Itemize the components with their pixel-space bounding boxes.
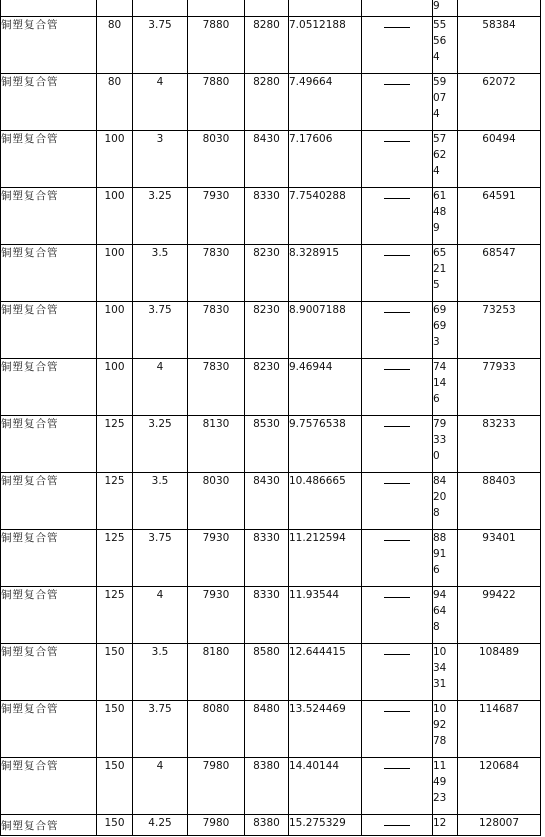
code-cell — [433, 302, 458, 359]
code-part: 10 — [433, 646, 447, 658]
thickness-cell: 4 — [133, 587, 188, 644]
code-part: 79 — [433, 418, 447, 430]
code-cell — [433, 758, 458, 815]
code-cell: 9 — [433, 0, 458, 17]
dash-line — [384, 369, 410, 370]
value-a-cell: 8130 — [188, 416, 245, 473]
code-cell — [433, 74, 458, 131]
value-b-cell: 8280 — [245, 17, 289, 74]
price-cell: 60494 — [458, 131, 541, 188]
code-part: 48 — [433, 206, 447, 218]
code-part: 21 — [433, 263, 447, 275]
code-part: 31 — [433, 678, 447, 690]
value-a-cell: 8030 — [188, 473, 245, 530]
dash-line — [384, 426, 410, 427]
thickness-cell: 3.75 — [133, 17, 188, 74]
diameter-cell: 80 — [97, 17, 133, 74]
value-b-cell: 8430 — [245, 131, 289, 188]
dash-line — [384, 27, 410, 28]
table-row — [1, 302, 541, 359]
thickness-cell: 3.75 — [133, 530, 188, 587]
weight-cell: 9.7576538 — [289, 416, 362, 473]
product-name-cell: 铜塑复合管 — [1, 644, 97, 701]
code-part: 84 — [433, 475, 447, 487]
diameter-cell: 125 — [97, 530, 133, 587]
weight-cell: 9.46944 — [289, 359, 362, 416]
table-row — [1, 74, 541, 131]
value-b-cell: 8380 — [245, 815, 289, 836]
diameter-cell: 150 — [97, 758, 133, 815]
code-part: 65 — [433, 247, 447, 259]
code-part: 33 — [433, 434, 447, 446]
code-part: 91 — [433, 548, 447, 560]
thickness-cell: 3.25 — [133, 188, 188, 245]
code-part: 4 — [433, 108, 440, 120]
dash-line — [384, 825, 410, 826]
value-b-cell: 8430 — [245, 473, 289, 530]
code-part: 6 — [433, 393, 440, 405]
code-cell — [433, 188, 458, 245]
price-cell: 99422 — [458, 587, 541, 644]
price-cell: 73253 — [458, 302, 541, 359]
code-part: 6 — [433, 564, 440, 576]
value-a-cell: 7930 — [188, 530, 245, 587]
value-a-cell: 7930 — [188, 188, 245, 245]
price-cell: 68547 — [458, 245, 541, 302]
value-b-cell: 8380 — [245, 758, 289, 815]
code-cell — [433, 131, 458, 188]
dash-line — [384, 540, 410, 541]
thickness-cell: 3.5 — [133, 473, 188, 530]
dash-cell — [362, 758, 433, 815]
code-part: 4 — [433, 165, 440, 177]
dash-cell — [362, 359, 433, 416]
value-a-cell: 7980 — [188, 815, 245, 836]
table-row — [1, 758, 541, 815]
code-cell — [433, 815, 458, 836]
table-row — [1, 359, 541, 416]
code-part: 69 — [433, 320, 447, 332]
value-b-cell: 8530 — [245, 416, 289, 473]
value-a-cell: 7930 — [188, 587, 245, 644]
product-name-cell: 铜塑复合管 — [1, 74, 97, 131]
dash-line — [384, 312, 410, 313]
diameter-cell: 100 — [97, 188, 133, 245]
weight-cell: 7.17606 — [289, 131, 362, 188]
diameter-cell: 125 — [97, 416, 133, 473]
dash-line — [384, 255, 410, 256]
diameter-cell: 80 — [97, 74, 133, 131]
thickness-cell: 4 — [133, 359, 188, 416]
code-cell — [433, 245, 458, 302]
dash-cell — [362, 473, 433, 530]
diameter-cell: 125 — [97, 473, 133, 530]
diameter-cell: 100 — [97, 302, 133, 359]
dash-cell — [362, 74, 433, 131]
weight-cell: 11.93544 — [289, 587, 362, 644]
value-a-cell: 8030 — [188, 131, 245, 188]
value-a-cell: 7830 — [188, 359, 245, 416]
code-part: 74 — [433, 361, 447, 373]
product-name-cell: 铜塑复合管 — [1, 188, 97, 245]
diameter-cell: 100 — [97, 359, 133, 416]
diameter-cell: 100 — [97, 245, 133, 302]
code-part: 12 — [433, 817, 447, 829]
product-name-cell: 铜塑复合管 — [1, 245, 97, 302]
dash-cell — [362, 188, 433, 245]
dash-line — [384, 654, 410, 655]
weight-cell: 8.9007188 — [289, 302, 362, 359]
dash-line — [384, 141, 410, 142]
code-part: 56 — [433, 35, 447, 47]
dash-cell — [362, 245, 433, 302]
product-name-cell: 铜塑复合管 — [1, 359, 97, 416]
dash-cell — [362, 416, 433, 473]
weight-cell: 7.49664 — [289, 74, 362, 131]
code-part: 07 — [433, 92, 447, 104]
weight-cell: 10.486665 — [289, 473, 362, 530]
price-cell: 128007 — [458, 815, 541, 836]
weight-cell: 15.275329 — [289, 815, 362, 836]
thickness-cell: 3.75 — [133, 701, 188, 758]
thickness-cell: 3.5 — [133, 644, 188, 701]
value-b-cell: 8480 — [245, 701, 289, 758]
dash-cell — [362, 587, 433, 644]
value-b-cell: 8230 — [245, 359, 289, 416]
price-cell: 88403 — [458, 473, 541, 530]
product-name-cell: 铜塑复合管 — [1, 131, 97, 188]
value-b-cell: 8330 — [245, 587, 289, 644]
thickness-cell: 3 — [133, 131, 188, 188]
value-a-cell: 7980 — [188, 758, 245, 815]
table-row — [1, 473, 541, 530]
code-part: 20 — [433, 491, 447, 503]
value-a-cell: 7830 — [188, 245, 245, 302]
price-cell: 62072 — [458, 74, 541, 131]
table-row — [1, 17, 541, 74]
table-row — [1, 587, 541, 644]
code-cell — [433, 587, 458, 644]
diameter-cell: 150 — [97, 815, 133, 836]
code-part: 94 — [433, 589, 447, 601]
code-part: 8 — [433, 621, 440, 633]
code-part: 34 — [433, 662, 447, 674]
thickness-cell: 3.75 — [133, 302, 188, 359]
table-row — [1, 188, 541, 245]
code-part: 55 — [433, 19, 447, 31]
product-name-cell: 铜塑复合管 — [1, 701, 97, 758]
product-name-cell: 铜塑复合管 — [1, 530, 97, 587]
thickness-cell: 3.25 — [133, 416, 188, 473]
code-part: 88 — [433, 532, 447, 544]
dash-line — [384, 84, 410, 85]
weight-cell: 12.644415 — [289, 644, 362, 701]
dash-cell — [362, 131, 433, 188]
value-b-cell: 8280 — [245, 74, 289, 131]
code-cell — [433, 530, 458, 587]
thickness-cell: 3.5 — [133, 245, 188, 302]
code-part: 8 — [433, 507, 440, 519]
code-cell — [433, 473, 458, 530]
code-part: 57 — [433, 133, 447, 145]
dash-cell — [362, 644, 433, 701]
value-b-cell: 8580 — [245, 644, 289, 701]
price-cell: 58384 — [458, 17, 541, 74]
table-row — [1, 0, 541, 17]
value-b-cell: 8230 — [245, 245, 289, 302]
thickness-cell: 4 — [133, 74, 188, 131]
code-part: 92 — [433, 719, 447, 731]
code-part: 5 — [433, 279, 440, 291]
product-name-cell: 铜塑复合管 — [1, 473, 97, 530]
code-part: 4 — [433, 51, 440, 63]
table-row — [1, 701, 541, 758]
thickness-cell: 4 — [133, 758, 188, 815]
table-row — [1, 815, 541, 836]
table-row — [1, 416, 541, 473]
table-row — [1, 245, 541, 302]
price-cell: 83233 — [458, 416, 541, 473]
value-a-cell: 7880 — [188, 17, 245, 74]
product-name-cell: 铜塑复合管 — [1, 815, 97, 836]
table-row — [1, 644, 541, 701]
code-part: 69 — [433, 304, 447, 316]
code-cell — [433, 644, 458, 701]
price-cell: 114687 — [458, 701, 541, 758]
product-name-cell: 铜塑复合管 — [1, 416, 97, 473]
dash-cell — [362, 815, 433, 836]
weight-cell: 7.7540288 — [289, 188, 362, 245]
code-part: 11 — [433, 760, 447, 772]
product-name-cell: 铜塑复合管 — [1, 17, 97, 74]
code-cell — [433, 416, 458, 473]
dash-line — [384, 768, 410, 769]
dash-line — [384, 711, 410, 712]
code-part: 3 — [433, 336, 440, 348]
dash-line — [384, 198, 410, 199]
code-part: 61 — [433, 190, 447, 202]
price-cell: 108489 — [458, 644, 541, 701]
value-a-cell: 7830 — [188, 302, 245, 359]
value-b-cell: 8230 — [245, 302, 289, 359]
code-part: 59 — [433, 76, 447, 88]
value-b-cell: 8330 — [245, 530, 289, 587]
value-a-cell: 7880 — [188, 74, 245, 131]
code-cell — [433, 17, 458, 74]
code-part: 14 — [433, 377, 447, 389]
diameter-cell: 125 — [97, 587, 133, 644]
dash-line — [384, 483, 410, 484]
value-a-cell: 8180 — [188, 644, 245, 701]
code-part: 10 — [433, 703, 447, 715]
code-part: 62 — [433, 149, 447, 161]
code-cell — [433, 701, 458, 758]
weight-cell: 13.524469 — [289, 701, 362, 758]
diameter-cell: 150 — [97, 701, 133, 758]
value-a-cell: 8080 — [188, 701, 245, 758]
weight-cell: 8.328915 — [289, 245, 362, 302]
dash-line — [384, 597, 410, 598]
price-cell: 64591 — [458, 188, 541, 245]
code-cell — [433, 359, 458, 416]
table-row — [1, 131, 541, 188]
weight-cell: 14.40144 — [289, 758, 362, 815]
product-name-cell: 铜塑复合管 — [1, 587, 97, 644]
diameter-cell: 150 — [97, 644, 133, 701]
price-cell: 93401 — [458, 530, 541, 587]
code-part: 9 — [433, 222, 440, 234]
table-row — [1, 530, 541, 587]
price-cell: 120684 — [458, 758, 541, 815]
diameter-cell: 100 — [97, 131, 133, 188]
product-name-cell: 铜塑复合管 — [1, 758, 97, 815]
code-part: 78 — [433, 735, 447, 747]
code-part: 49 — [433, 776, 447, 788]
dash-cell — [362, 701, 433, 758]
price-cell: 77933 — [458, 359, 541, 416]
dash-cell — [362, 302, 433, 359]
product-name-cell: 铜塑复合管 — [1, 302, 97, 359]
code-part: 0 — [433, 450, 440, 462]
weight-cell: 7.0512188 — [289, 17, 362, 74]
value-b-cell: 8330 — [245, 188, 289, 245]
weight-cell: 11.212594 — [289, 530, 362, 587]
thickness-cell: 4.25 — [133, 815, 188, 836]
code-part: 64 — [433, 605, 447, 617]
code-part: 23 — [433, 792, 447, 804]
dash-cell — [362, 17, 433, 74]
dash-cell — [362, 530, 433, 587]
